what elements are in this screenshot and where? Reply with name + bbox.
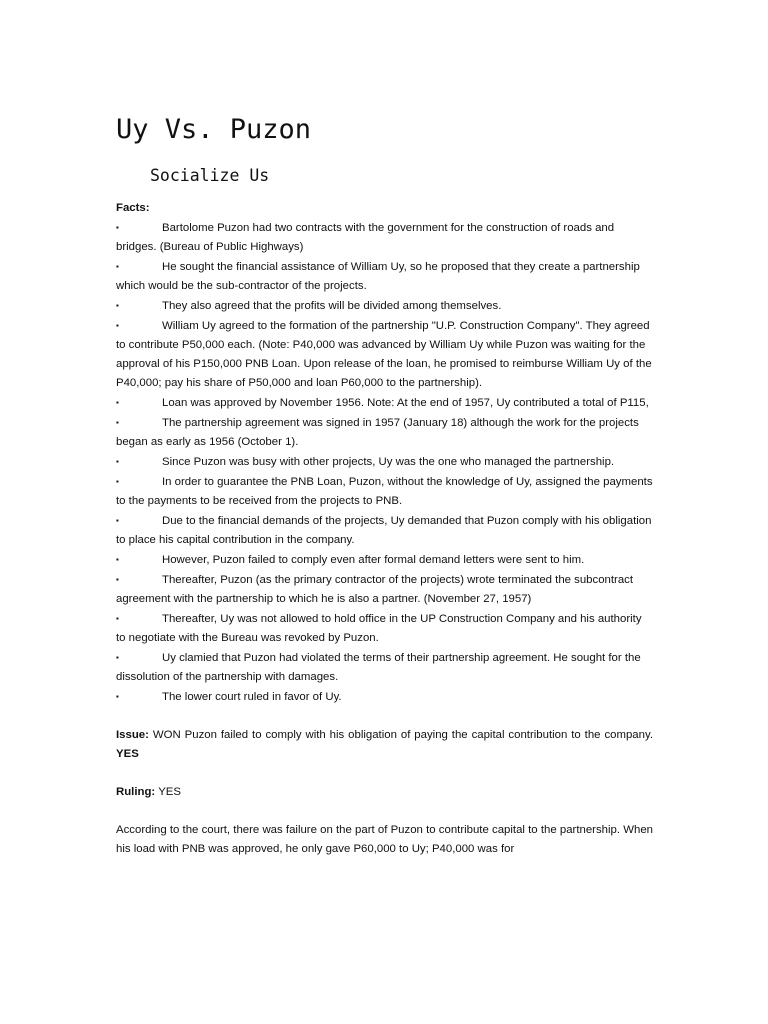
bullet-icon: ▪: [116, 692, 119, 701]
fact-text: The partnership agreement was signed in 1957 (January 18) although the work for the projects began as early as 1956 (October 1).: [116, 417, 639, 448]
bullet-icon: ▪: [116, 321, 119, 330]
issue-paragraph: [116, 726, 653, 764]
list-item: [116, 257, 653, 296]
bullet-icon: ▪: [116, 398, 119, 407]
facts-label: Facts:: [116, 202, 150, 214]
list-item: [116, 511, 653, 550]
ruling-text: YES: [158, 786, 181, 798]
list-item: [116, 648, 653, 687]
spacer: [116, 802, 653, 821]
fact-text: William Uy agreed to the formation of the partnership "U.P. Construction Company". They agreed to contribute P50,000 each. (Note: P40,000 was advanced by William Uy while Puzon was waiting for the approval of his P150,000 PNB Loan. Upon release of the loan, he promised to reimburse William Uy of the P40,000; pay his share of P50,000 and loan P60,000 to the partnership).: [116, 320, 652, 389]
fact-text: However, Puzon failed to comply even after formal demand letters were sent to him.: [162, 554, 585, 566]
issue-text: WON Puzon failed to comply with his obligation of paying the capital contribution to the company.: [152, 729, 653, 741]
list-item: [116, 609, 653, 648]
bullet-icon: ▪: [116, 614, 119, 623]
list-item: [116, 550, 653, 570]
bullet-icon: ▪: [116, 575, 119, 584]
court-paragraph: According to the court, there was failure on the part of Puzon to contribute capital to the partnership. When his load with PNB was approved, he only gave P60,000 to Uy; P40,000 was for: [116, 824, 653, 855]
spacer: [116, 764, 653, 783]
list-item: [116, 570, 653, 609]
list-item: [116, 393, 653, 413]
list-item: [116, 413, 653, 452]
fact-text: In order to guarantee the PNB Loan, Puzon, without the knowledge of Uy, assigned the payments to the payments to be received from the projects to PNB.: [116, 476, 653, 507]
fact-text: Uy clamied that Puzon had violated the terms of their partnership agreement. He sought for the dissolution of the partnership with damages.: [116, 652, 641, 683]
list-item: [116, 316, 653, 393]
list-item: [116, 452, 653, 472]
fact-text: Due to the financial demands of the projects, Uy demanded that Puzon comply with his obligation to place his capital contribution in the company.: [116, 515, 652, 546]
list-item: [116, 687, 653, 707]
spacer: [116, 707, 653, 726]
document-body: [116, 199, 653, 859]
document-title: Uy Vs. Puzon: [116, 114, 312, 145]
fact-text: Loan was approved by November 1956. Note: At the end of 1957, Uy contributed a total of P115,: [162, 397, 649, 409]
fact-text: Bartolome Puzon had two contracts with the government for the construction of roads and bridges. (Bureau of Public Highways): [116, 222, 615, 253]
ruling-label: Ruling:: [116, 786, 156, 798]
bullet-icon: ▪: [116, 418, 119, 427]
bullet-icon: ▪: [116, 262, 119, 271]
fact-text: They also agreed that the profits will be divided among themselves.: [162, 300, 502, 312]
bullet-icon: ▪: [116, 653, 119, 662]
fact-text: He sought the financial assistance of William Uy, so he proposed that they create a partnership which would be the sub-contractor of the projects.: [116, 261, 640, 292]
fact-text: Since Puzon was busy with other projects, Uy was the one who managed the partnership.: [162, 456, 615, 468]
fact-text: Thereafter, Puzon (as the primary contractor of the projects) wrote terminated the subcontract agreement with the partnership to which he is also a partner. (November 27, 1957): [116, 574, 634, 605]
document-subtitle: Socialize Us: [150, 166, 270, 185]
fact-text: Thereafter, Uy was not allowed to hold office in the UP Construction Company and his authority to negotiate with the Bureau was revoked by Puzon.: [116, 613, 642, 644]
list-item: [116, 472, 653, 511]
bullet-icon: ▪: [116, 301, 119, 310]
bullet-icon: ▪: [116, 477, 119, 486]
bullet-icon: ▪: [116, 223, 119, 232]
ruling-paragraph: [116, 783, 653, 802]
bullet-icon: ▪: [116, 516, 119, 525]
facts-list: [116, 218, 653, 707]
issue-label: Issue:: [116, 729, 149, 741]
list-item: [116, 218, 653, 257]
bullet-icon: ▪: [116, 457, 119, 466]
bullet-icon: ▪: [116, 555, 119, 564]
fact-text: The lower court ruled in favor of Uy.: [162, 691, 342, 703]
issue-answer: YES: [116, 748, 139, 760]
list-item: [116, 296, 653, 316]
